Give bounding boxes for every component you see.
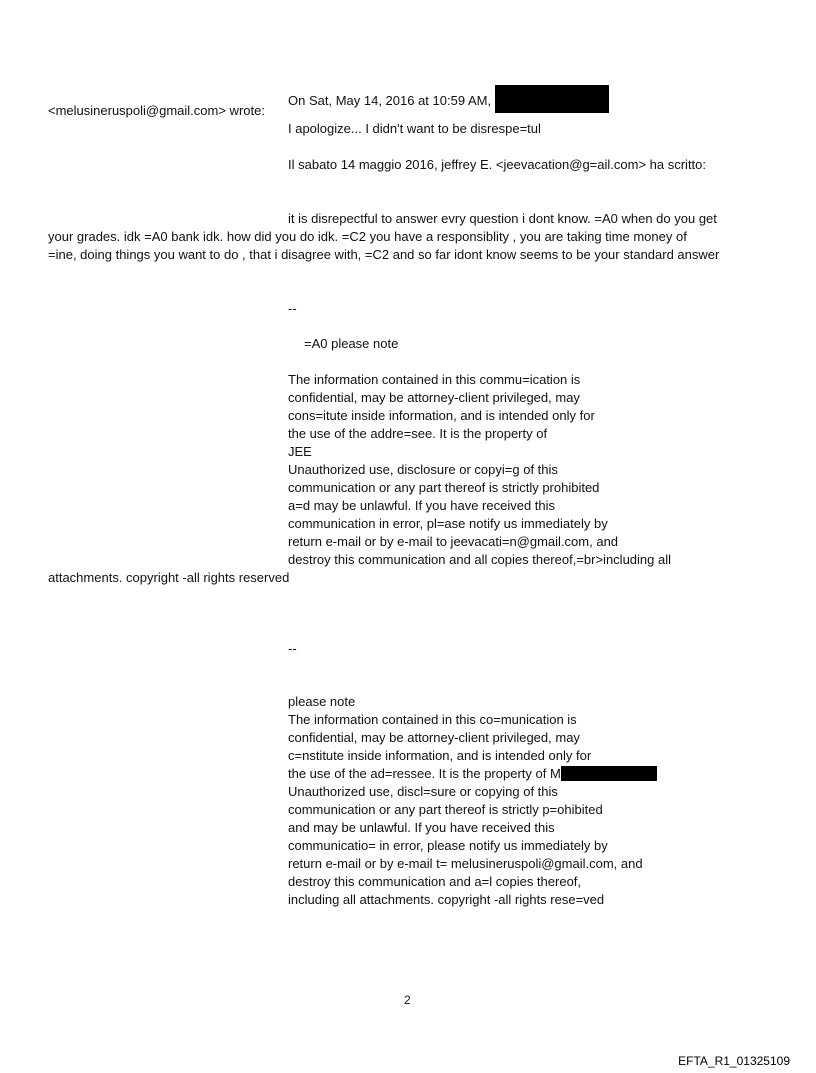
disclaimer-line: destroy this communication and all copies thereof,=br>including all <box>288 552 671 567</box>
disclaimer-tail: attachments. copyright -all rights reserved <box>48 570 290 585</box>
disclaimer-line-with-redaction: the use of the ad=ressee. It is the property of M <box>288 765 758 783</box>
disclaimer-block-2 <box>288 693 758 909</box>
disclaimer-block-1 <box>288 371 758 569</box>
disclaimer-line: including all attachments. copyright -all rights rese=ved <box>288 892 605 907</box>
quoted-header: Il sabato 14 maggio 2016, jeffrey E. <jeevacation@g=ail.com> ha scritto: <box>288 157 707 172</box>
body-line-3: =ine, doing things you want to do , that i disagree with, =C2 and so far idont know seems to be your standard answer <box>48 247 720 262</box>
disclaimer-line: communicatio= in error, please notify us immediately by <box>288 838 608 853</box>
body-line-1: it is disrepectful to answer evry question i dont know. =A0 when do you get <box>288 211 717 226</box>
disclaimer-line: return e-mail or by e-mail to jeevacati=n@gmail.com, and <box>288 534 619 549</box>
disclaimer-line: The information contained in this co=munication is <box>288 712 577 727</box>
disclaimer-line: communication or any part thereof is strictly p=ohibited <box>288 802 603 817</box>
disclaimer-line: confidential, may be attorney-client privileged, may <box>288 390 580 405</box>
sender-email: <melusineruspoli@gmail.com> wrote: <box>48 103 265 118</box>
disclaimer-line: JEE <box>288 444 312 459</box>
disclaimer-line: confidential, may be attorney-client privileged, may <box>288 730 580 745</box>
disclaimer-line: c=nstitute inside information, and is intended only for <box>288 748 592 763</box>
body-line-2: your grades. idk =A0 bank idk. how did you do idk. =C2 you have a responsiblity , you are taking time money of <box>48 229 687 244</box>
reply-text: I apologize... I didn't want to be disrespe=tul <box>288 121 541 136</box>
redaction-box <box>561 766 657 781</box>
disclaimer-line: cons=itute inside information, and is intended only for <box>288 408 595 423</box>
disclaimer-line: Unauthorized use, discl=sure or copying of this <box>288 784 558 799</box>
reply-header-line: On Sat, May 14, 2016 at 10:59 AM, <box>288 85 609 113</box>
disclaimer-line: Unauthorized use, disclosure or copyi=g of this <box>288 462 558 477</box>
disclaimer-line: the use of the addre=see. It is the property of <box>288 426 548 441</box>
disclaimer-line: communication or any part thereof is strictly prohibited <box>288 480 600 495</box>
please-note-line: =A0 please note <box>304 336 399 351</box>
bates-number: EFTA_R1_01325109 <box>678 1054 790 1068</box>
disclaimer-line: The information contained in this commu=ication is <box>288 372 581 387</box>
disclaimer-line: and may be unlawful. If you have received this <box>288 820 555 835</box>
signature-separator: -- <box>288 301 297 316</box>
disclaimer-line: communication in error, pl=ase notify us immediately by <box>288 516 608 531</box>
disclaimer-line: return e-mail or by e-mail t= melusineruspoli@gmail.com, and <box>288 856 643 871</box>
disclaimer-line: destroy this communication and a=l copies thereof, <box>288 874 582 889</box>
disclaimer-line: please note <box>288 694 356 709</box>
disclaimer-line: a=d may be unlawful. If you have received this <box>288 498 556 513</box>
page-number: 2 <box>404 993 411 1007</box>
signature-separator: -- <box>288 641 297 656</box>
redaction-box <box>495 85 609 113</box>
